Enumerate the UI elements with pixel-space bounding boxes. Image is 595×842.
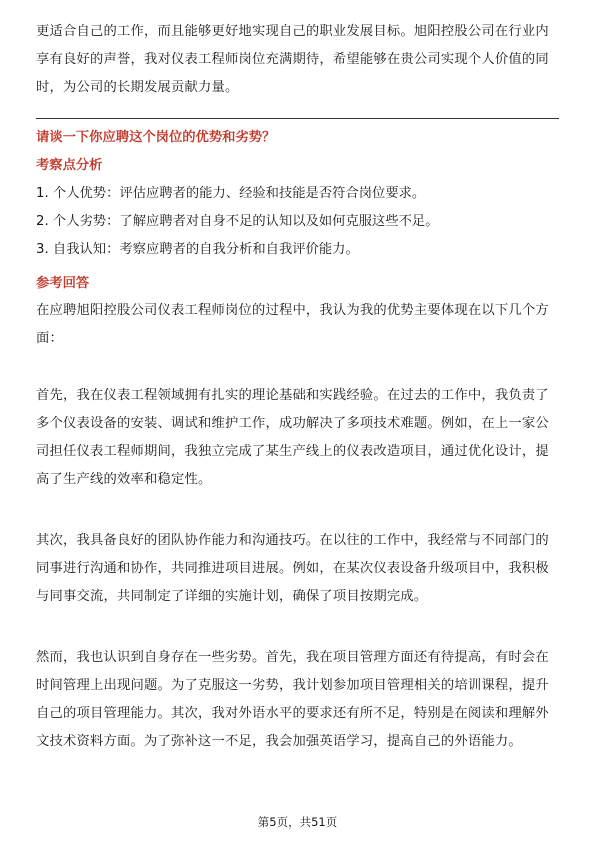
- answer-paragraph-4-block: [36, 644, 559, 756]
- answer-paragraph: 在应聘旭阳控股公司仪表工程师岗位的过程中，我认为我的优势主要体现在以下几个方面：: [36, 303, 549, 346]
- answer-paragraph-1-block: [36, 297, 559, 353]
- question-title: 请谈一下你应聘这个岗位的优势和劣势？: [36, 130, 276, 145]
- analysis-item-1-block: [36, 184, 559, 204]
- intro-block: [36, 18, 559, 102]
- analysis-item-2-block: [36, 212, 559, 232]
- intro-paragraph: 更适合自己的工作，而且能够更好地实现自己的职业发展目标。旭阳控股公司在行业内享有良好的声誉，我对仪表工程师岗位充满期待，希望能够在贵公司实现个人价值的同时，为公司的长期发展贡献力量。: [36, 24, 549, 95]
- answer-paragraph: 首先，我在仪表工程领域拥有扎实的理论基础和实践经验。在过去的工作中，我负责了多个仪表设备的安装、调试和维护工作，成功解决了多项技术难题。例如，在上一家公司担任仪表工程师期间，我独立完成了某生产线上的仪表改造项目，通过优化设计，提高了生产线的效率和稳定性。: [36, 388, 549, 487]
- section-divider: [36, 118, 559, 119]
- analysis-item: 1. 个人优势：评估应聘者的能力、经验和技能是否符合岗位要求。: [36, 186, 426, 201]
- answer-paragraph: 然而，我也认识到自身存在一些劣势。首先，我在项目管理方面还有待提高，有时会在时间管理上出现问题。为了克服这一劣势，我计划参加项目管理相关的培训课程，提升自己的项目管理能力。其次，我对外语水平的要求还有所不足，特别是在阅读和理解外文技术资料方面。为了弥补这一不足，我会加强英语学习，提高自己的外语能力。: [36, 650, 549, 749]
- answer-paragraph: 其次，我具备良好的团队协作能力和沟通技巧。在以往的工作中，我经常与不同部门的同事进行沟通和协作，共同推进项目进展。例如，在某次仪表设备升级项目中，我积极与同事交流，共同制定了详细的实施计划，确保了项目按期完成。: [36, 533, 549, 604]
- analysis-section: [36, 156, 559, 176]
- analysis-item: 2. 个人劣势：了解应聘者对自身不足的认知以及如何克服这些不足。: [36, 214, 439, 229]
- analysis-item: 3. 自我认知：考察应聘者的自我分析和自我评价能力。: [36, 242, 359, 257]
- analysis-item-3-block: [36, 240, 559, 260]
- answer-paragraph-2-block: [36, 382, 559, 494]
- answer-section: [36, 274, 559, 294]
- page-number: 第5页，共51页: [257, 815, 338, 829]
- question-block: [36, 128, 559, 148]
- answer-paragraph-3-block: [36, 527, 559, 611]
- answer-heading: 参考回答: [36, 276, 90, 291]
- analysis-heading: 考察点分析: [36, 158, 103, 173]
